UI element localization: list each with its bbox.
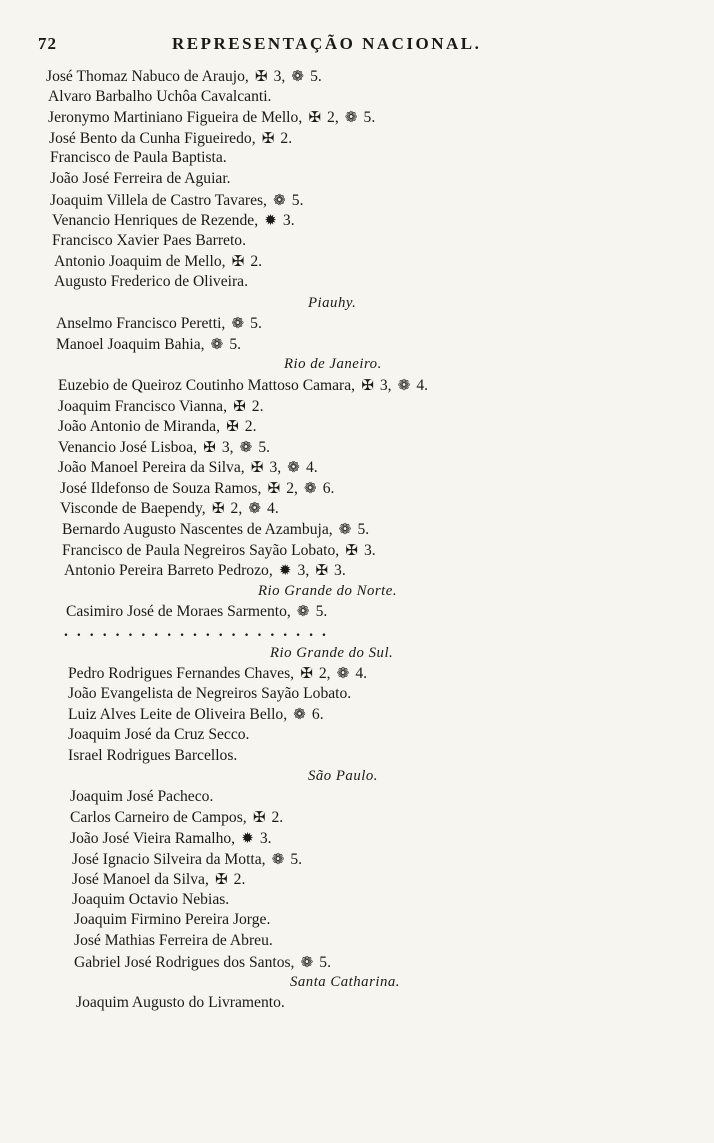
order-grade: 4. [302, 459, 318, 477]
cross-order-icon: ✠ [233, 396, 246, 415]
cross-order-icon: ✠ [203, 437, 216, 456]
rose-order-icon: ❁ [287, 458, 300, 477]
entry-name: Anselmo Francisco Peretti, [56, 315, 226, 333]
name-entry [40, 251, 660, 272]
name-entry [40, 210, 660, 231]
entry-name: Joaquim Firmino Pereira Jorge. [74, 911, 271, 929]
rose-order-icon: ❁ [344, 108, 358, 127]
order-grade: 2. [246, 253, 263, 271]
order-grade: 3, [217, 438, 234, 456]
name-entry [40, 952, 660, 973]
name-entry [40, 375, 660, 396]
entry-name: Manoel Joaquim Bahia, [56, 335, 205, 353]
name-entry [40, 910, 660, 931]
section-heading: Piauhy. [308, 294, 357, 311]
order-grade: 2, [323, 109, 339, 127]
order-grade: 3, [265, 459, 282, 477]
rose-order-icon: ❁ [300, 952, 314, 971]
entry-name: Joaquim Francisco Vianna, [58, 397, 227, 415]
order-grade: 3, [293, 562, 310, 580]
entry-name: Antonio Joaquim de Mello, [54, 253, 226, 271]
cross-order-icon: ✠ [345, 540, 358, 559]
entry-name: Augusto Frederico de Oliveira. [54, 272, 249, 290]
order-grade: 5. [359, 109, 376, 127]
entry-name: Francisco de Paula Baptista. [50, 149, 227, 167]
running-title: REPRESENTAÇÃO NACIONAL. [172, 34, 482, 53]
order-grade: 2. [267, 809, 284, 827]
name-entry [40, 87, 660, 108]
rose-order-icon: ❁ [304, 478, 317, 497]
entry-name: Francisco de Paula Negreiros Sayão Lobato, [62, 541, 340, 559]
entry-name: Euzebio de Queiroz Coutinho Mattoso Camara, [58, 376, 356, 394]
entry-name: Francisco Xavier Paes Barreto. [52, 231, 246, 249]
rose-order-icon: ❁ [271, 849, 285, 868]
star-order-icon: ✹ [264, 211, 277, 230]
order-grade: 5. [306, 68, 322, 85]
name-entry [40, 66, 660, 87]
name-entry [40, 313, 660, 334]
entry-name: José Bento da Cunha Figueiredo, [49, 129, 256, 147]
name-entry [40, 128, 660, 149]
entry-name: Casimiro José de Moraes Sarmento, [66, 603, 291, 621]
entry-name: João Antonio de Miranda, [58, 418, 220, 436]
entry-name: Joaquim Augusto do Livramento. [76, 993, 285, 1011]
cross-order-icon: ✠ [308, 108, 321, 127]
entry-name: José Manoel da Silva, [72, 871, 209, 889]
entry-name: Israel Rodrigues Barcellos. [68, 746, 238, 764]
order-grade: 5. [286, 850, 303, 868]
name-entry [40, 931, 660, 952]
order-grade: 2. [247, 397, 264, 415]
entry-name: Jeronymo Martiniano Figueira de Mello, [48, 109, 303, 127]
rose-order-icon: ❁ [291, 67, 304, 85]
cross-order-icon: ✠ [315, 561, 328, 580]
name-entry [40, 334, 660, 355]
order-grade: 3. [279, 212, 295, 230]
entry-name: João José Vieira Ramalho, [70, 829, 236, 847]
order-grade: 3. [360, 541, 376, 559]
entry-name: Pedro Rodrigues Fernandes Chaves, [68, 665, 295, 683]
section-heading: Rio Grande do Sul. [270, 644, 394, 661]
entry-name: José Ignacio Silveira da Motta, [72, 850, 266, 868]
rose-order-icon: ❁ [397, 375, 411, 394]
order-grade: 2. [229, 871, 246, 889]
name-entry [40, 725, 660, 746]
rose-order-icon: ❁ [273, 190, 286, 209]
section-heading: Rio de Janeiro. [284, 356, 382, 373]
page-number: 72 [38, 34, 57, 53]
rose-order-icon: ❁ [231, 314, 245, 333]
cross-order-icon: ✠ [261, 128, 275, 147]
name-entry [40, 148, 660, 169]
page-header [38, 34, 494, 56]
section-heading: São Paulo. [308, 768, 378, 785]
cross-order-icon: ✠ [254, 67, 268, 85]
entry-name: Bernardo Augusto Nascentes de Azambuja, [62, 521, 333, 539]
order-grade: 5. [225, 335, 242, 353]
cross-order-icon: ✠ [300, 664, 313, 683]
cross-order-icon: ✠ [252, 808, 266, 827]
name-entry [40, 663, 660, 684]
cross-order-icon: ✠ [226, 417, 239, 436]
order-grade: 4. [412, 376, 429, 394]
name-entry [40, 437, 660, 458]
order-grade: 3. [330, 562, 346, 580]
name-entry [40, 807, 660, 828]
name-entry [40, 416, 660, 437]
entry-name: João Manoel Pereira da Silva, [58, 459, 245, 477]
rose-order-icon: ❁ [338, 520, 352, 539]
entry-name: Venancio José Lisboa, [58, 438, 198, 456]
name-entry [40, 704, 660, 725]
name-entry [40, 993, 660, 1014]
order-grade: 4. [263, 500, 279, 518]
order-grade: 5. [311, 603, 328, 621]
order-grade: 6. [318, 479, 335, 497]
name-entry [40, 828, 660, 849]
entry-name: Antonio Pereira Barreto Pedrozo, [64, 562, 273, 580]
name-entry [40, 787, 660, 808]
rose-order-icon: ❁ [239, 437, 253, 456]
rose-order-icon: ❁ [248, 499, 261, 518]
name-entry [40, 231, 660, 252]
order-grade: 2, [226, 500, 243, 518]
name-entry [40, 684, 660, 705]
entry-name: Venancio Henriques de Rezende, [52, 212, 259, 230]
entry-name: José Thomaz Nabuco de Araujo, [46, 68, 249, 85]
cross-order-icon: ✠ [211, 499, 225, 518]
name-entry [40, 560, 660, 581]
rose-order-icon: ❁ [296, 602, 310, 621]
entry-name: Joaquim José da Cruz Secco. [68, 726, 250, 743]
name-entry [40, 890, 660, 911]
entry-name: João José Ferreira de Aguiar. [50, 169, 231, 187]
text-body [40, 66, 660, 1013]
cross-order-icon: ✠ [250, 458, 264, 477]
order-grade: 5. [353, 521, 370, 539]
cross-order-icon: ✠ [214, 870, 228, 889]
order-grade: 5. [246, 315, 262, 333]
name-entry [40, 746, 660, 767]
name-entry [40, 869, 660, 890]
name-entry [40, 272, 660, 293]
order-grade: 2, [282, 479, 298, 497]
order-grade: 6. [308, 706, 324, 724]
star-order-icon: ✹ [241, 828, 254, 847]
entry-name: Visconde de Baependy, [60, 500, 206, 518]
star-order-icon: ✹ [278, 561, 292, 580]
entry-name: Gabriel José Rodrigues dos Santos, [74, 953, 295, 971]
name-entry [40, 457, 660, 478]
order-grade: 2, [314, 665, 331, 683]
name-entry [40, 396, 660, 417]
omission-dots: ..................... [64, 623, 335, 641]
entry-name: Joaquim Villela de Castro Tavares, [50, 191, 267, 209]
entry-name: Joaquim José Pacheco. [70, 787, 214, 805]
entry-name: João Evangelista de Negreiros Sayão Lobato. [68, 684, 352, 702]
order-grade: 5. [254, 438, 271, 456]
rose-order-icon: ❁ [210, 334, 224, 353]
entry-name: Joaquim Octavio Nebias. [72, 890, 230, 908]
cross-order-icon: ✠ [361, 375, 374, 394]
name-entry [40, 601, 660, 622]
order-grade: 3. [255, 829, 272, 847]
name-entry [40, 190, 660, 211]
rose-order-icon: ❁ [293, 705, 306, 724]
entry-name: Alvaro Barbalho Uchôa Cavalcanti. [48, 87, 272, 105]
name-entry [40, 519, 660, 540]
name-entry [40, 107, 660, 128]
order-grade: 2. [240, 418, 257, 436]
name-entry [40, 478, 660, 499]
entry-name: Carlos Carneiro de Campos, [70, 809, 247, 827]
order-grade: 5. [287, 191, 304, 209]
name-entry [40, 540, 660, 561]
order-grade: 5. [315, 953, 331, 971]
cross-order-icon: ✠ [231, 252, 245, 271]
entry-name: Luiz Alves Leite de Oliveira Bello, [68, 706, 288, 724]
entry-name: José Ildefonso de Souza Ramos, [60, 479, 262, 497]
name-entry [40, 849, 660, 870]
entry-name: José Mathias Ferreira de Abreu. [74, 931, 273, 949]
order-grade: 2. [276, 129, 293, 147]
name-entry [40, 169, 660, 190]
cross-order-icon: ✠ [267, 478, 281, 497]
rose-order-icon: ❁ [336, 664, 350, 683]
name-entry [40, 498, 660, 519]
order-grade: 4. [351, 665, 368, 683]
order-grade: 3, [269, 68, 286, 85]
order-grade: 3, [375, 376, 392, 394]
section-heading: Santa Catharina. [290, 974, 400, 991]
section-heading: Rio Grande do Norte. [258, 582, 398, 599]
